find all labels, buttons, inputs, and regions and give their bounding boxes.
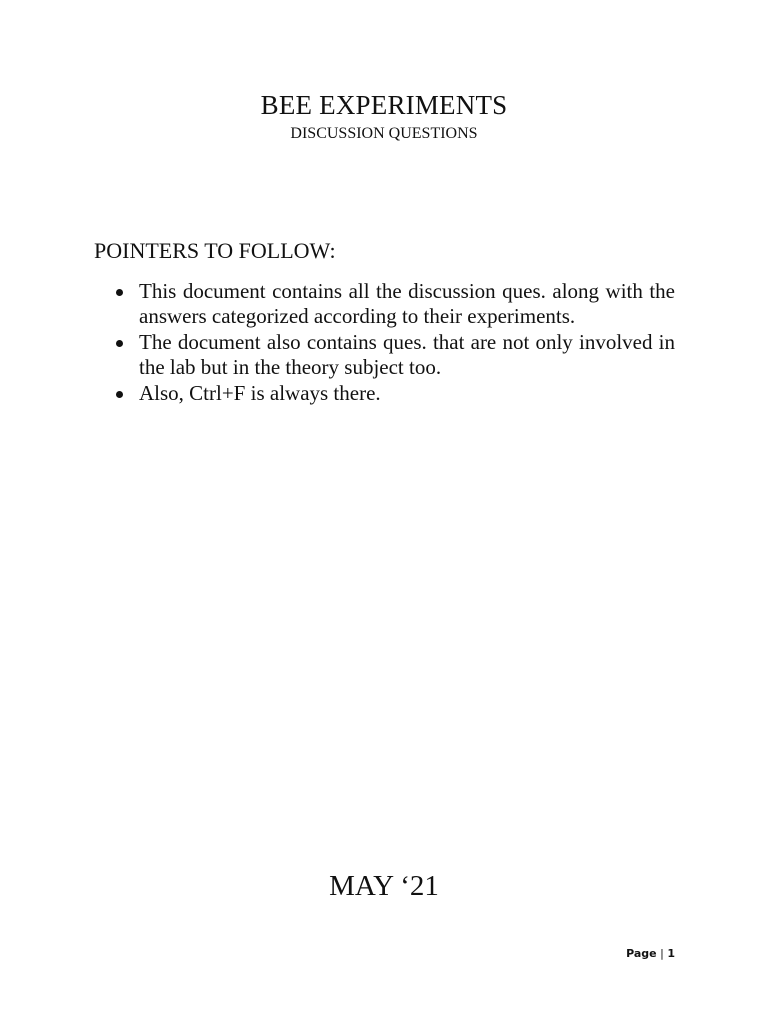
list-item	[94, 279, 675, 329]
pointer-text: Also, Ctrl+F is always there.	[139, 381, 381, 405]
page-number: 1	[667, 947, 675, 960]
page-separator: |	[660, 947, 664, 960]
bullet-icon	[116, 340, 123, 347]
list-item	[94, 381, 675, 406]
pointers-heading: POINTERS TO FOLLOW:	[94, 238, 336, 263]
list-item	[94, 330, 675, 380]
document-title: BEE EXPERIMENTS	[260, 90, 508, 120]
pointer-text: The document also contains ques. that are not only involved in the lab but in the theory subject too.	[139, 330, 675, 379]
bullet-icon	[116, 289, 123, 296]
document-subtitle: DISCUSSION QUESTIONS	[290, 125, 478, 142]
pointer-list	[94, 279, 675, 407]
page-label: Page	[626, 947, 657, 960]
document-date: MAY ‘21	[329, 870, 439, 902]
pointer-text: This document contains all the discussion ques. along with the answers categorized according to their experiments.	[139, 279, 675, 328]
bullet-icon	[116, 391, 123, 398]
page-footer	[626, 946, 675, 962]
